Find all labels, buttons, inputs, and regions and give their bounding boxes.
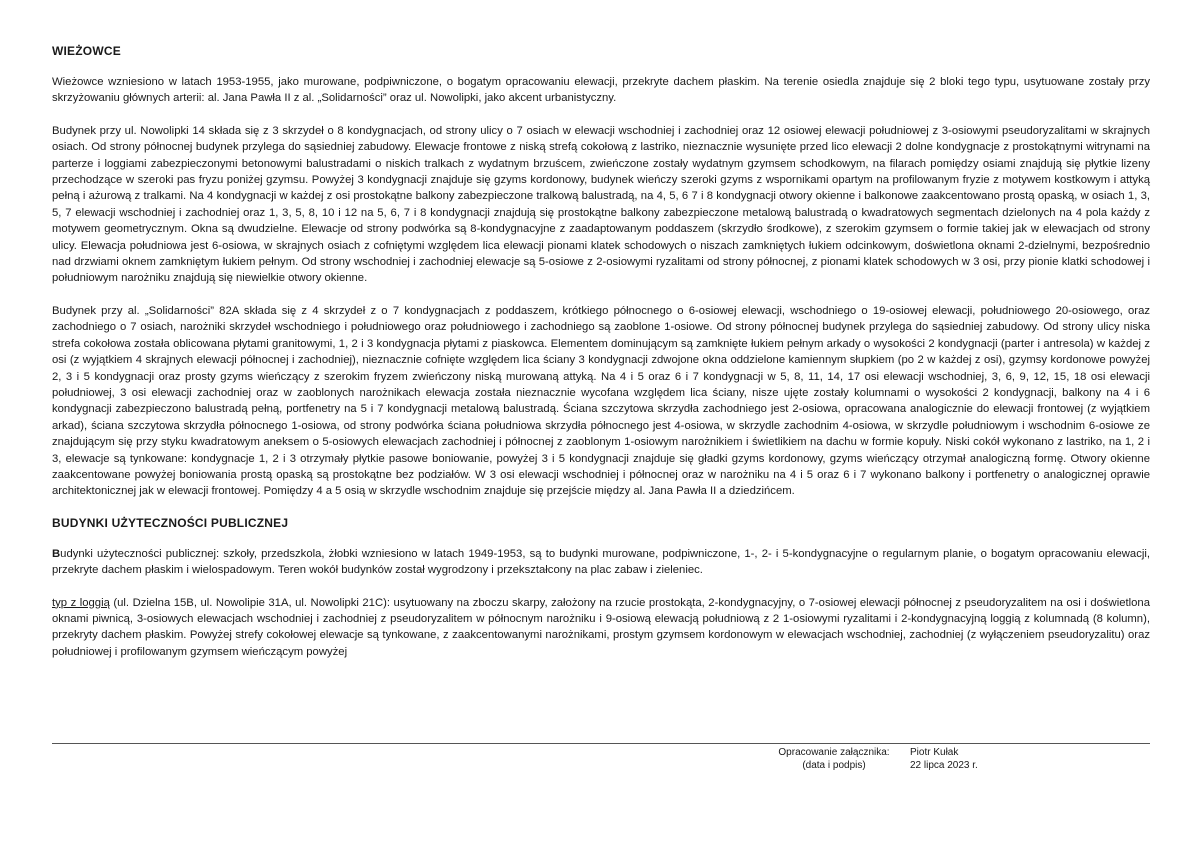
signature-divider — [52, 743, 1150, 744]
paragraph-wiezowce-intro: Wieżowce wzniesiono w latach 1953-1955, jako murowane, podpiwniczone, o bogatym opracowaniu elewacji, przekryte dachem płaskim. Na terenie osiedla znajduje się 2 bloki tego typu, usytuowane zostały przy skrzyżowaniu głównych arterii: al. Jana Pawła II z al. „Solidarności” oraz ul. Nowolipki, jako akcent urbanistyczny. — [52, 76, 1150, 105]
document-page — [52, 44, 1150, 676]
paragraph-budynki-intro — [52, 546, 1150, 579]
paragraph-typ-z-loggia — [52, 595, 1150, 661]
footer-author: Piotr Kułak — [910, 747, 959, 758]
paragraph-typ-z-loggia-lead: typ z loggią — [52, 596, 110, 609]
section-title-budynki-uzytecznosci: BUDYNKI UŻYTECZNOŚCI PUBLICZNEJ — [52, 515, 289, 530]
footer-label — [773, 746, 895, 772]
section-title-wiezowce: WIEŻOWCE — [52, 44, 121, 58]
paragraph-solidarnosci-82a: Budynek przy al. „Solidarności” 82A składa się z 4 skrzydeł z o 7 kondygnacjach z poddaszem, krótkiego północnego o 6-osiowej elewacji, wschodniego o 19-osiowej elewacji, południowego 20-osiowego, oraz zachodniego o 7 osiach, narożniki skrzydeł wschodniego i południowego oraz południowego i zachodniego są zaoblone 1-osiowe. Od strony północnej budynek przylega do sąsiedniej zabudowy. Od strony ulicy niska strefa cokołowa została oblicowana płytami granitowymi, 1, 2 i 3 kondygnacja płytami z piaskowca. Elementem dominującym są zamknięte łukiem pełnym arkady o wysokości 2 kondygnacji (parter i antresola) w każdej z osi (z wyjątkiem 4 skrajnych elewacji północnej i zachodniej), nieznacznie cofnięte względem lica ściany 3 kondygnacji zdwojone okna oddzielone kamiennym słupkiem (po 2 w każdej z osi), gzymsy kordonowe powyżej 2, 3 i 5 kondygnacji oraz prosty gzyms wieńczący z szerokim fryzem zwieńczony niską murowaną attyką. Na 4 i 5 oraz 6 i 7 kondygnacji w 5, 8, 11, 14, 17 osi elewacji wschodniej, 3, 6, 9, 12, 15, 18 osi elewacji południowej, 3 osi elewacji zachodniej oraz w zaoblonych narożnikach elewacja została nieznacznie wycofana względem lica ściany, nisze ujęte zostały kolumnami o wysokości 2 kondygnacji, balkony na 4 i 6 kondygnacji zabezpieczono balustradą pełną, portfenetry na 5 i 7 kondygnacji metalową balustradą. Ściana szczytowa skrzydła zachodniego jest 2-osiowa, opracowana analogicznie do elewacji frontowej (z wyjątkiem arkad), ściana szczytowa skrzydła północnego 1-osiowa, od strony podwórka ściana południowa skrzydła północnego jest 4-osiowa, w skrzydle zachodnim 4-osiowa, w skrzydle południowym i wschodnim 6-osiowe ze znajdującym się przy styku kwadratowym aneksem o 5-osiowych elewacjach zachodniej i północnej z zaoblonym 1-osiowym narożnikiem i świetlikiem na dachu w formie kopuły. Niski cokół wykonano z lastriko, na 1, 2 i 3, elewacje są tynkowane: kondygnacje 1, 2 i 3 otrzymały płytkie pasowe boniowanie, powyżej 3 i 5 kondygnacji znajduje się gładki gzyms kordonowy, gzyms wieńczący otrzymał analogiczną formę. Otwory okienne zaakcentowane powyżej boniowania prostą opaską są prostokątne bez podziałów. W 3 osi elewacji wschodniej i północnej oraz w narożniku na 4 i 5 oraz 6 i 7 wykonano balkony i portfenetry o analogicznej oprawie architektonicznej jak w elewacji frontowej. Pomiędzy 4 a 5 osią w skrzydle wschodnim znajduje się przejście między al. Jana Pawła II a dziedzińcem. — [52, 304, 1150, 498]
footer-signature — [910, 746, 978, 772]
paragraph-typ-z-loggia-text: (ul. Dzielna 15B, ul. Nowolipie 31A, ul. Nowolipki 21C): usytuowany na zboczu skarpy, założony na rzucie prostokąta, 2-kondygnacyjny, o 7-osiowej elewacji północnej z pseudoryzalitem na osi i doświetlona oknami piwnicą, 3-osiowych elewacjach wschodniej i zachodniej z pseudoryzalitem w północnym narożniku i 9-osiową elewacją południową z 2 1-osiowymi ryzalitami i 2-kondygnacyjną loggią z kolumnadą (8 kolumn), przekryty dachem płaskim. Powyżej strefy cokołowej elewacje są tynkowane, z zaakcentowanymi narożnikami, prostym gzymsem kordonowym w elewacjach wschodniej, zachodniej (z wyłączeniem pseudoryzalitu) oraz południowej i profilowanym gzymsem wieńczącym powyżej — [52, 596, 1150, 658]
paragraph-budynki-intro-text: udynki użyteczności publicznej: szkoły, przedszkola, żłobki wzniesiono w latach 1949-1953, są to budynki murowane, podpiwniczone, 1-, 2- i 5-kondygnacyjne o regularnym planie, o bogatym opracowaniu elewacji, przekryte dachem płaskim i wielospadowym. Teren wokół budynków został wygrodzony i przekształcony na plac zabaw i zieleniec. — [52, 547, 1150, 577]
footer-date: 22 lipca 2023 r. — [910, 760, 978, 771]
paragraph-nowolipki-14: Budynek przy ul. Nowolipki 14 składa się z 3 skrzydeł o 8 kondygnacjach, od strony ulicy o 7 osiach w elewacji wschodniej i zachodniej oraz 12 osiowej elewacji południowej z 3-osiowymi pseudoryzalitami w skrajnych osiach. Od strony północnej budynek przylega do sąsiedniej zabudowy. Elewacje frontowe z niską strefą cokołową z lastriko, nieznacznie wysunięte przed lico elewacji 2 dolne kondygnacje z prostokątnymi witrynami na parterze i loggiami zabezpieczonymi betonowymi balustradami o niskich tralkach z wydatnym brzuścem, zwieńczone zostały wydatnym gzymsem schodkowym, na filarach pomiędzy osiami znajdują się płytkie lizeny przechodzące w szeroki pas fryzu poniżej gzymsu. Powyżej 3 kondygnacji znajduje się gzyms kordonowy, budynek wieńczy szeroki gzyms z wspornikami opartym na profilowanym fryzie z motywem kostkowym i attyką pełną i ażurową z tralkami. Na 4 kondygnacji w każdej z osi prostokątne balkony zabezpieczone tralkową balustradą, na 4, 5, 6 7 i 8 kondygnacji otwory okienne i balkonowe zaakcentowano prostą opaską, w osiach 1, 3, 5, 7 elewacji wschodniej i zachodniej oraz 1, 3, 5, 8, 10 i 12 na 5, 6, 7 i 8 kondygnacji znajdują się prostokątne balkony zabezpieczone metalową balustradą o kwadratowych segmentach dzielonych na 4 pola każdy z motywem geometrycznym. Okna są dwudzielne. Elewacje od strony podwórka są 8-kondygnacyjne z zaadaptowanym poddaszem (skrzydło środkowe), z szerokim gzymsem o formie takiej jak w elewacjach od strony ulicy. Elewacja południowa jest 6-osiowa, w skrajnych osiach z cofniętymi względem lica elewacji pionami klatek schodowych o niszach zamkniętych łukiem odcinkowym, doświetlona oknami 2-dzielnymi, bezpośrednio nad drzwiami oknem zamkniętym łukiem pełnym. Od strony wschodniej i zachodniej elewacje są 5-osiowe z 2-osiowymi ryzalitami od strony północnej, z pionami klatek schodowych w 3 osi, przy pionie klatki schodowej i południowym narożniku znajdują się niewielkie otwory okienne. — [52, 124, 1150, 285]
paragraph-lead-letter: B — [52, 547, 61, 560]
footer-label-line1: Opracowanie załącznika: — [778, 747, 890, 758]
footer-label-line2: (data i podpis) — [802, 760, 866, 771]
